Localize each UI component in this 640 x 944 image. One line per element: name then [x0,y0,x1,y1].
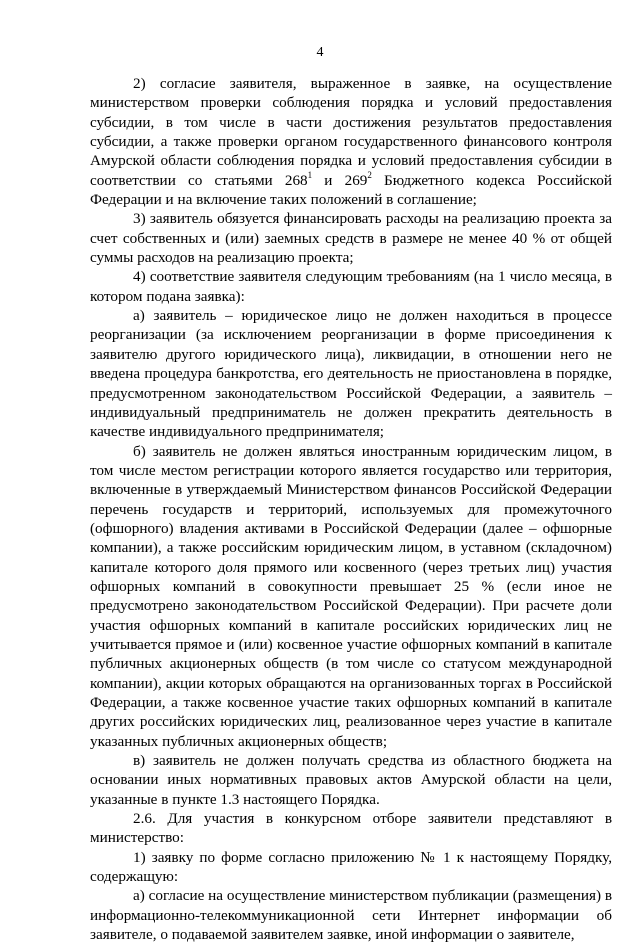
paragraph-section-2-6: 2.6. Для участия в конкурсном отборе заявители представляют в министерство: [90,810,612,847]
paragraph-co-financing: 3) заявитель обязуется финансировать расходы на реализацию проекта за счет собственных и (или) заемных средств в размере не менее 40 % от общей суммы расходов на реализацию проекта; [90,210,612,267]
paragraph-requirements-intro: 4) соответствие заявителя следующим требованиям (на 1 число месяца, в котором подана заявка): [90,268,612,305]
paragraph-requirement-c: в) заявитель не должен получать средства из областного бюджета на основании иных нормативных правовых актов Амурской области на цели, указанные в пункте 1.3 настоящего Порядка. [90,752,612,808]
paragraph-text: и 269 [312,171,368,189]
paragraph-requirement-a: а) заявитель – юридическое лицо не должен находиться в процессе реорганизации (за исключением реорганизации в форме присоединения к заявителю другого юридического лица), ликвидации, в отношении него не введена процедура банкротства, его деятельность не приостановлена в порядке, предусмотренном законодательством Российской Федерации, а заявитель – индивидуальный предприниматель не должен прекратить деятельность в качестве индивидуального предпринимателя; [90,307,612,441]
superscript: 1 [307,169,313,180]
page-number: 4 [316,45,324,60]
paragraph-item-1-a: а) согласие на осуществление министерством публикации (размещения) в информационно-телекоммуникационной сети Интернет информации об заявителе, о подаваемой заявителем заявке, иной информации о заявителе, [90,887,612,944]
paragraph-text: Бюджетного кодекса Российской Федерации и на включение таких положений в соглашение; [90,171,612,209]
paragraph-text: 2) согласие заявителя, выраженное в заявке, на осуществление министерством проверки соблюдения порядка и условий предоставления субсидии, в том числе в части достижения результатов предоставления субсидии, а также проверки органом государственного финансового контроля Амурской области соблюдения порядка и условий предоставления субсидии в соответствии со статьями 268 [90,75,612,189]
paragraph-requirement-b: б) заявитель не должен являться иностранным юридическим лицом, в том числе местом регистрации которого является государство или территория, включенные в утверждаемый Министерством финансов Российской Федерации перечень государств и территорий, используемых для промежуточного (офшорного) владения активами в Российской Федерации (далее – офшорные компании), а также российским юридическим лицом, в уставном (складочном) капитале которого доля прямого или косвенного (через третьих лиц) участия офшорных компаний в совокупности превышает 25 % (если иное не предусмотрено законодательством Российской Федерации). При расчете доли участия офшорных компаний в капитале российских юридических лиц не учитывается прямое и (или) косвенное участие офшорных компаний в капитале публичных акционерных обществ (в том числе со статусом международной компании), акции которых обращаются на организованных торгах в Российской Федерации, а также косвенное участие таких офшорных компаний в капитале других российских юридических лиц, реализованное через участие в капитале указанных публичных акционерных обществ; [90,442,612,750]
paragraph-consent-verification [90,74,612,209]
document-body [90,74,612,944]
superscript: 2 [367,169,372,180]
paragraph-item-1: 1) заявку по форме согласно приложению № 1 к настоящему Порядку, содержащую: [90,848,612,886]
